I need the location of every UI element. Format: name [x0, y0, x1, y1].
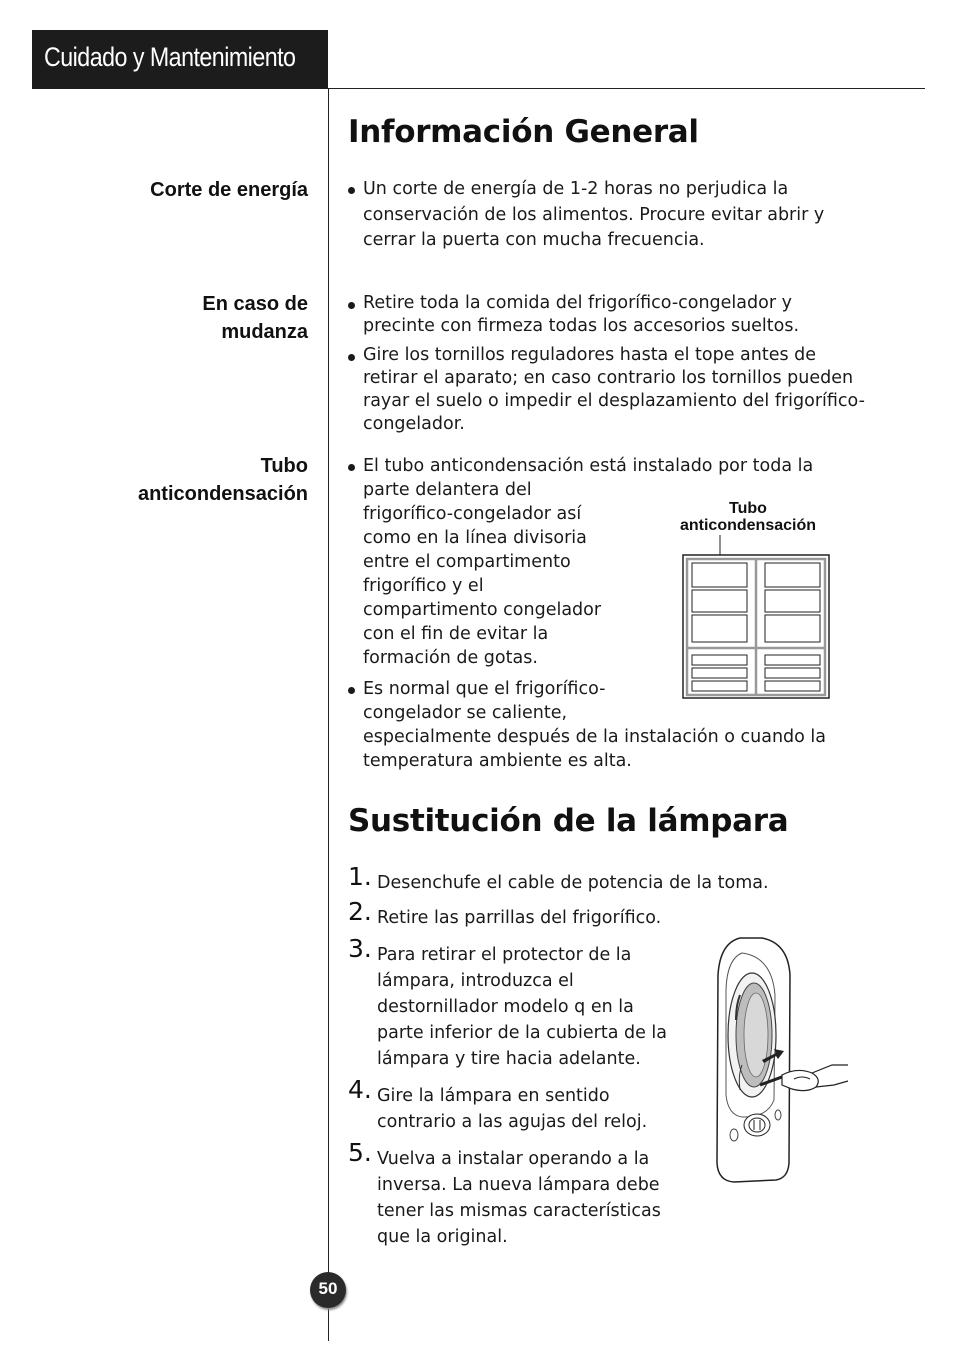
lamp-cover-illustration — [712, 935, 852, 1185]
moving-bullet-1: Retire toda la comida del frigorífico-congelador y precinte con firmeza todas los accesorios sueltos. — [348, 292, 833, 338]
moving-label: En caso de mudanza — [202, 293, 308, 343]
anticondensation-label: Tubo anticondensación — [137, 455, 308, 505]
bullet-dot — [348, 687, 355, 694]
anticondensation-bullet-1-cont: parte delantera del frigorífico-congelador así como en la línea divisoria entre el compartimento frigorífico y el compartimento congelador con el fin de evitar la formación de gotas. — [363, 480, 602, 668]
lamp-step-1: 1. Desenchufe el cable de potencia de la toma. — [348, 862, 769, 893]
header-divider — [328, 88, 925, 89]
general-info-title: Información General — [348, 114, 699, 150]
anticondensation-bullet-2-cont: especialmente después de la instalación o cuando la temperatura ambiente es alta. — [363, 727, 826, 771]
lamp-step-4: 4. Gire la lámpara en sentido contrario a las agujas del reloj. — [348, 1075, 648, 1132]
bullet-dot — [348, 464, 355, 471]
power-cut-bullet: Un corte de energía de 1-2 horas no perjudica la conservación de los alimentos. Procure evitar abrir y cerrar la puerta con mucha frecuencia. — [348, 177, 833, 254]
lamp-step-3: 3. Para retirar el protector de la lámpara, introduzca el destornillador modelo q en la parte inferior de la cubierta de la lámpara y tire hacia adelante. — [348, 934, 668, 1069]
lamp-step-2: 2. Retire las parrillas del frigorífico. — [348, 897, 662, 928]
lamp-replacement-title: Sustitución de la lámpara — [348, 803, 789, 839]
fridge-diagram — [680, 535, 832, 703]
column-divider — [328, 89, 329, 1341]
lamp-step-5: 5. Vuelva a instalar operando a la inversa. La nueva lámpara debe tener las mismas características que la original. — [348, 1138, 661, 1247]
moving-bullet-2: Gire los tornillos reguladores hasta el tope antes de retirar el aparato; en caso contrario los tornillos pueden rayar el suelo o impedir el desplazamiento del frigorífico-congelador. — [348, 344, 868, 436]
bullet-dot — [348, 187, 355, 194]
anticondensation-bullet-2: Es normal que el frigorífico- congelador se caliente, — [348, 677, 628, 725]
bullet-dot — [348, 302, 355, 309]
bullet-dot — [348, 354, 355, 361]
figure-label: Tubo anticondensación — [679, 500, 817, 534]
section-header-title: Cuidado y Mantenimiento — [44, 42, 296, 72]
power-cut-label: Corte de energía — [150, 179, 308, 201]
page-number-badge: 50 — [310, 1272, 346, 1308]
anticondensation-bullet-1: El tubo anticondensación está instalado por toda la — [348, 454, 838, 478]
